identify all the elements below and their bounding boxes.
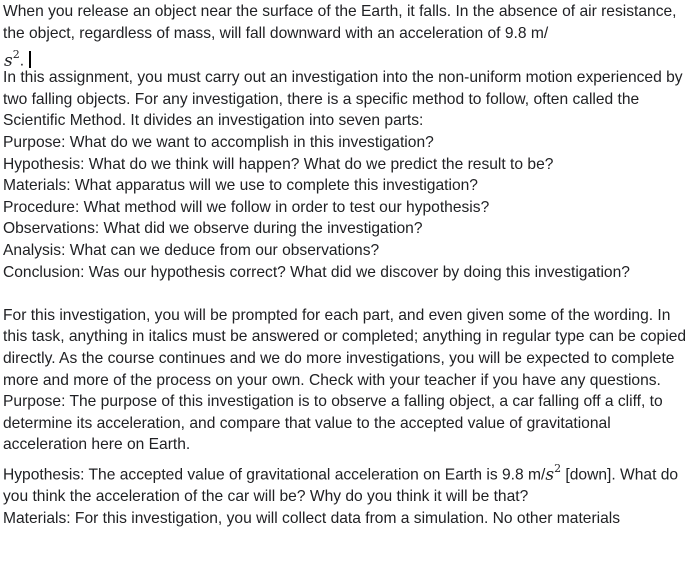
- method-steps-list: [3, 132, 687, 283]
- assignment-paragraph: In this assignment, you must carry out an investigation into the non-uniform motion experienced by two falling objects. For any investigation, there is a specific method to follow, often called the Scientific Method. It divides an investigation into seven parts:: [3, 69, 683, 130]
- method-step-procedure: Procedure: What method will we follow in order to test our hypothesis?: [3, 198, 490, 216]
- method-step-analysis: Analysis: What can we deduce from our observations?: [3, 241, 380, 259]
- unit-period: .: [19, 52, 25, 70]
- intro-paragraph: [3, 1, 687, 71]
- purpose-paragraph: Purpose: The purpose of this investigation is to observe a falling object, a car falling off a cliff, to determine its acceleration, and compare that value to the accepted value of gravitational acceleration here on Earth.: [3, 393, 663, 454]
- unit-exponent: 2: [12, 48, 20, 62]
- paragraph-spacer: [3, 283, 687, 305]
- materials-paragraph: Materials: For this investigation, you will collect data from a simulation. No other materials: [3, 509, 621, 527]
- hypothesis-unit: $s^2$: [545, 461, 562, 485]
- unit-base: s: [4, 50, 13, 71]
- text-cursor[interactable]: [29, 51, 31, 68]
- instructions-paragraph: For this investigation, you will be prompted for each part, and even given some of the wording. In this task, anything in italics must be answered or completed; anything in regular type can be copied directly. As the course continues and we do more investigations, you will be expected to complete more and more of the process on your own. Check with your teacher if you have any questions.: [3, 306, 687, 389]
- hypothesis-text-start: Hypothesis: The accepted value of gravitational acceleration on Earth is 9.8 m/: [3, 466, 546, 484]
- hypothesis-paragraph: [3, 459, 687, 508]
- document-body: [3, 1, 687, 529]
- method-step-materials: Materials: What apparatus will we use to complete this investigation?: [3, 177, 478, 195]
- method-step-hypothesis: Hypothesis: What do we think will happen? What do we predict the result to be?: [3, 155, 554, 173]
- method-step-observations: Observations: What did we observe during the investigation?: [3, 220, 423, 238]
- intro-text: When you release an object near the surface of the Earth, it falls. In the absence of air resistance, the object, regardless of mass, will fall downward with an acceleration of 9.8 m/: [3, 3, 677, 42]
- method-step-conclusion: Conclusion: Was our hypothesis correct? What did we discover by doing this investigation?: [3, 263, 630, 281]
- acceleration-unit: [3, 44, 687, 71]
- method-step-purpose: Purpose: What do we want to accomplish in this investigation?: [3, 133, 434, 151]
- hypothesis-text-end: [down]. What do you think the acceleration of the car will be? Why do you think it will be that?: [3, 466, 679, 506]
